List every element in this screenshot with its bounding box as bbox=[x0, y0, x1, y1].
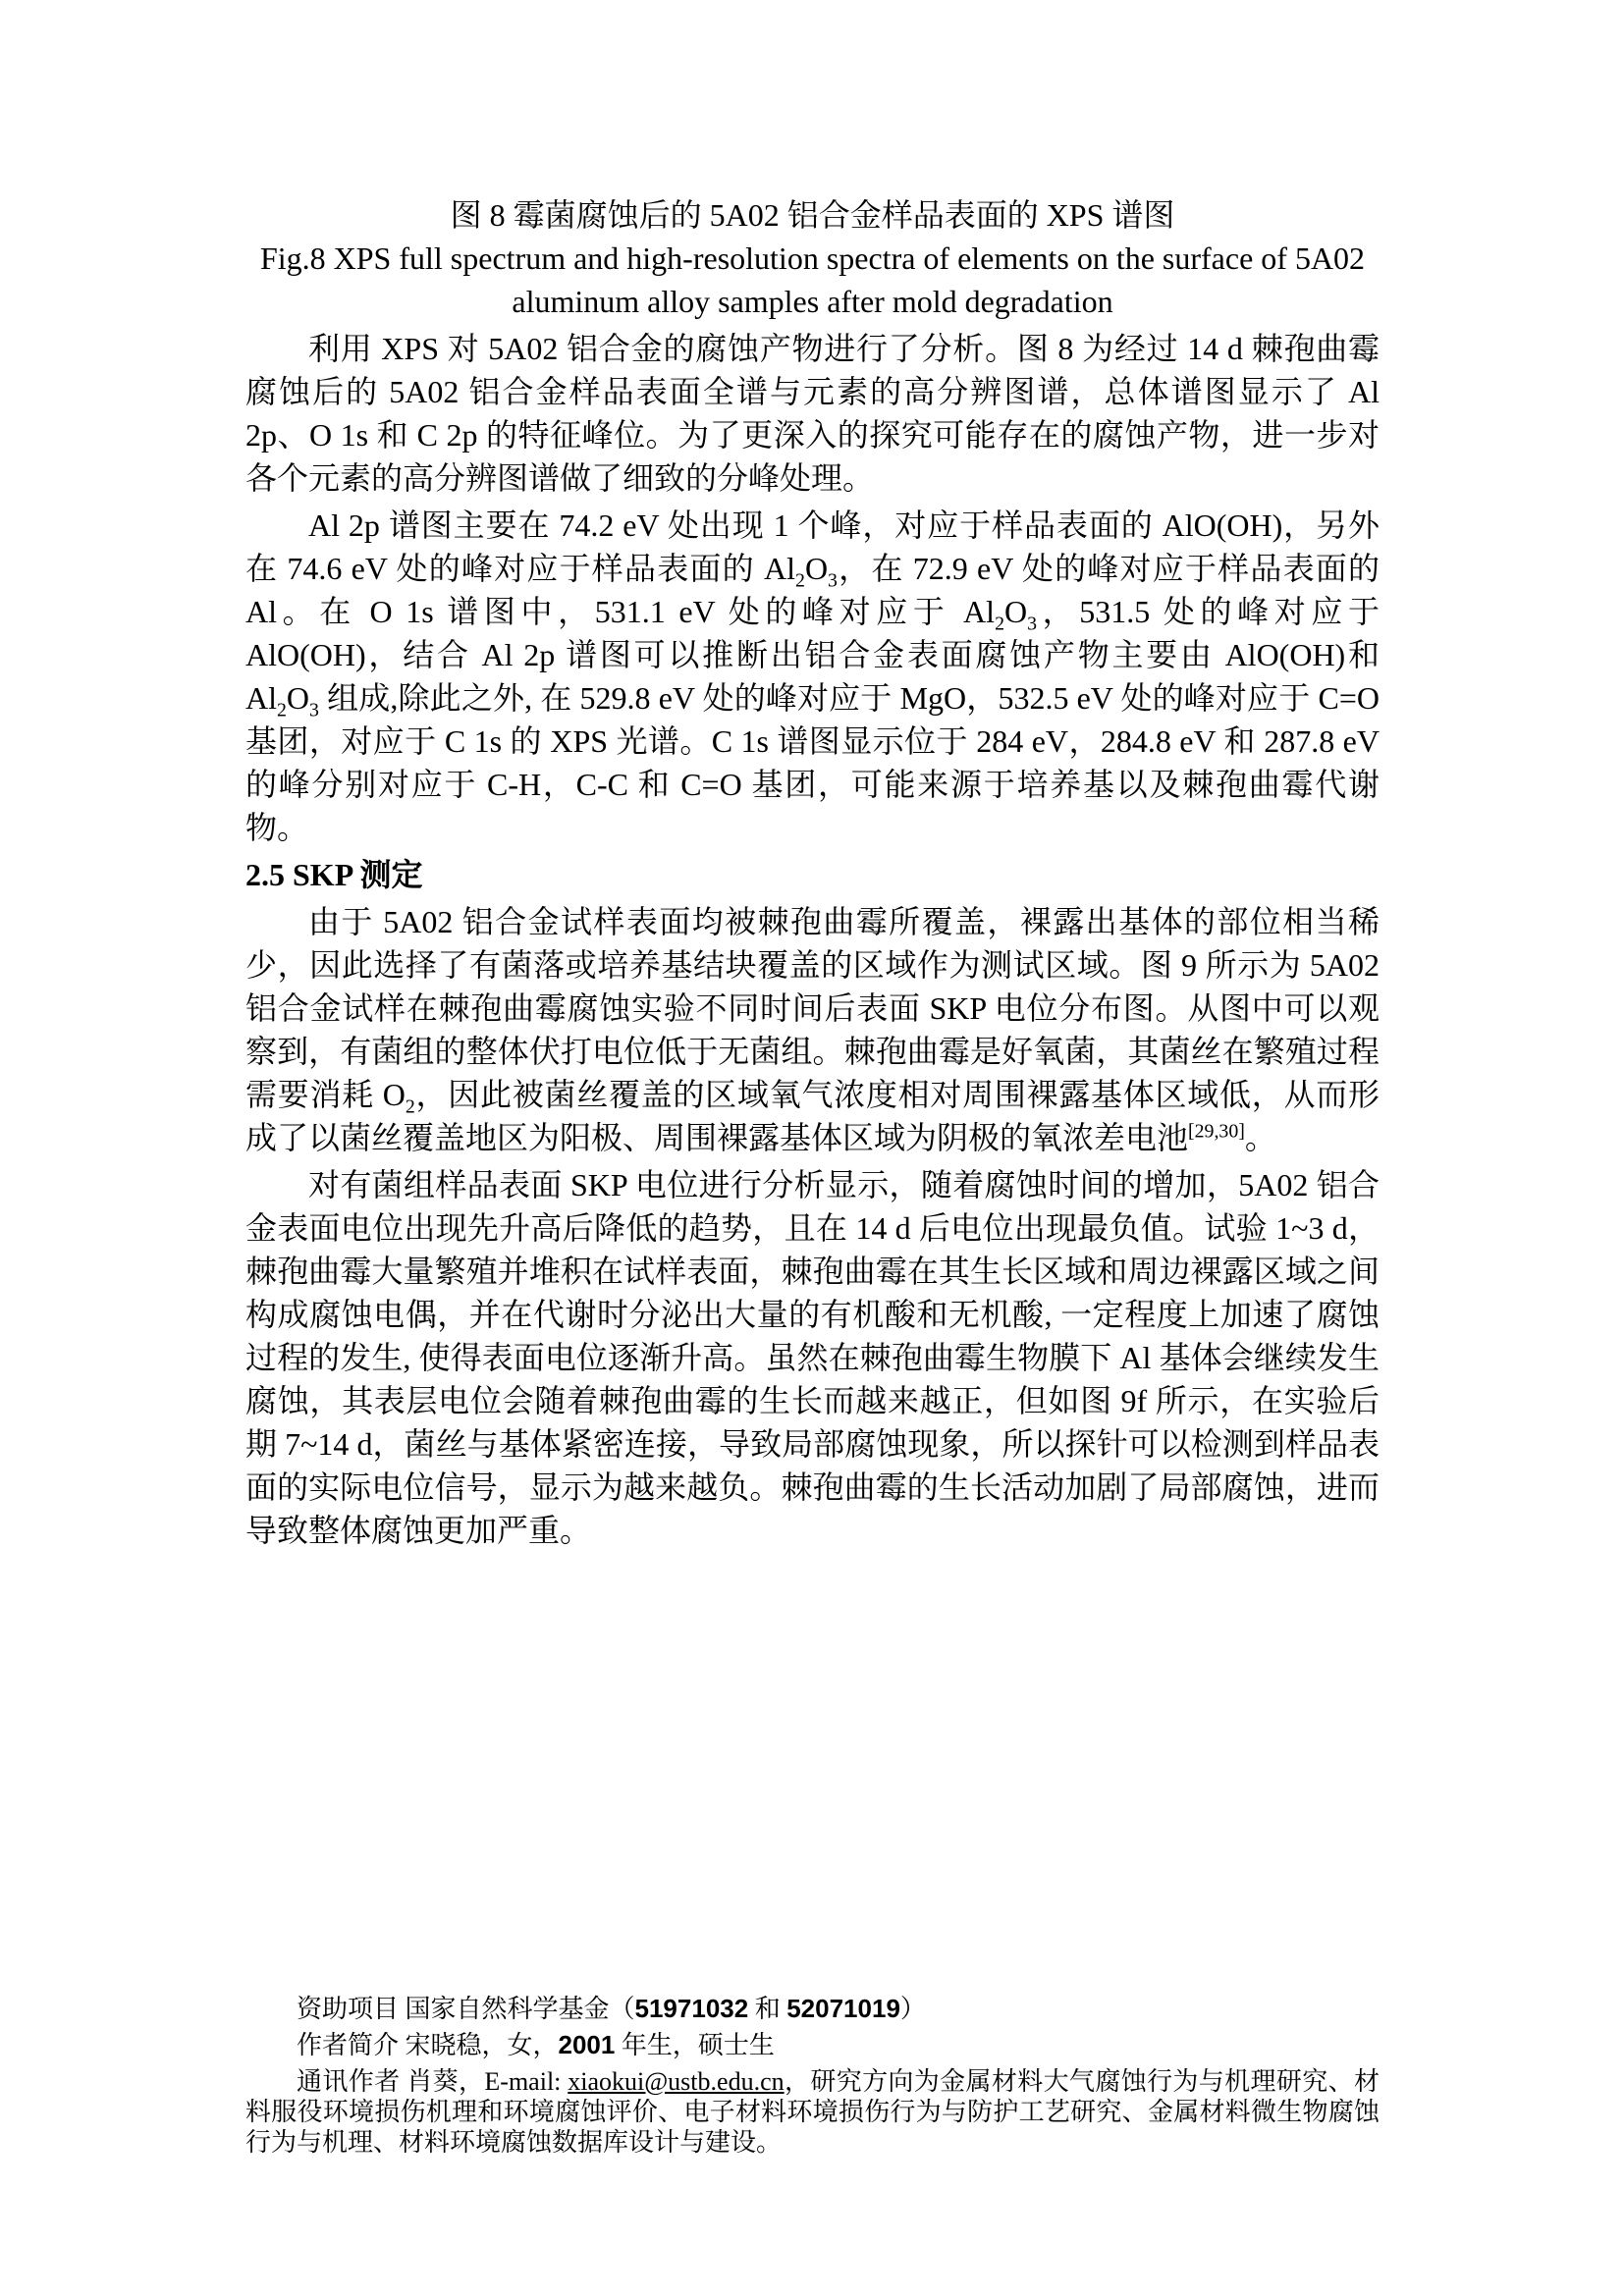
footnote-author-bio: 作者简介 宋晓稳，女，2001 年生，硕士生 bbox=[297, 2030, 775, 2059]
section-heading-skp: 2.5 SKP 测定 bbox=[245, 857, 423, 892]
footnote-funding: 资助项目 国家自然科学基金（51971032 和 52071019） bbox=[297, 1994, 926, 2023]
paragraph-skp-potential-analysis: 对有菌组样品表面 SKP 电位进行分析显示，随着腐蚀时间的增加，5A02 铝合金表面电位出现先升高后降低的趋势，且在 14 d 后电位出现最负值。试验 1~3 d，棘孢曲霉大量繁殖并堆积在试样表面，棘孢曲霉在其生长区域和周边裸露区域之间构成腐蚀电偶，并在代谢时分泌出大量的有机酸和无机酸, 一定程度上加速了腐蚀过程的发生, 使得表面电位逐渐升高。虽然在棘孢曲霉生物膜下 Al 基体会继续发生腐蚀，其表层电位会随着棘孢曲霉的生长而越来越正，但如图 9f 所示，在实验后期 7~14 d，菌丝与基体紧密连接，导致局部腐蚀现象，所以探针可以检测到样品表面的实际电位信号，显示为越来越负。棘孢曲霉的生长活动加剧了局部腐蚀，进而导致整体腐蚀更加严重。 bbox=[245, 1167, 1380, 1548]
paragraph-skp-test-region: 由于 5A02 铝合金试样表面均被棘孢曲霉所覆盖，裸露出基体的部位相当稀少，因此选择了有菌落或培养基结块覆盖的区域作为测试区域。图 9 所示为 5A02 铝合金试样在棘孢曲霉腐蚀实验不同时间后表面 SKP 电位分布图。从图中可以观察到，有菌组的整体伏打电位低于无菌组。棘孢曲霉是好氧菌，其菌丝在繁殖过程需要消耗 $O_2$，因此被菌丝覆盖的区域氧气浓度相对周围裸露基体区域低，从而形成了以菌丝覆盖地区为阳极、周围裸露基体区域为阴极的氧浓差电池[29,30]。 bbox=[245, 904, 1380, 1155]
figure8-caption-zh: 图 8 霉菌腐蚀后的 5A02 铝合金样品表面的 XPS 谱图 bbox=[450, 197, 1175, 233]
figure8-caption-en-line2: aluminum alloy samples after mold degradation bbox=[512, 284, 1113, 319]
figure8-caption-en-line1: Fig.8 XPS full spectrum and high-resolution spectra of elements on the surface of 5A02 bbox=[259, 240, 1366, 276]
footnotes-block bbox=[245, 1994, 1380, 2163]
figure8-caption bbox=[245, 193, 1380, 323]
footnote-corresponding-author: 通讯作者 肖葵，E-mail: xiaokui@ustb.edu.cn，研究方向为金属材料大气腐蚀行为与机理研究、材料服役环境损伤机理和环境腐蚀评价、电子材料环境损伤行为与防护工艺研究、金属材料微生物腐蚀行为与机理、材料环境腐蚀数据库设计与建设。 bbox=[245, 2067, 1380, 2157]
paragraph-xps-analysis: 利用 XPS 对 5A02 铝合金的腐蚀产物进行了分析。图 8 为经过 14 d 棘孢曲霉腐蚀后的 5A02 铝合金样品表面全谱与元素的高分辨图谱，总体谱图显示了 Al 2p、O 1s 和 C 2p 的特征峰位。为了更深入的探究可能存在的腐蚀产物，进一步对各个元素的高分辨图谱做了细致的分峰处理。 bbox=[245, 331, 1380, 496]
page-content bbox=[245, 193, 1380, 1552]
email-link[interactable]: xiaokui@ustb.edu.cn bbox=[568, 2067, 785, 2096]
paragraph-peak-fitting: Al 2p 谱图主要在 74.2 eV 处出现 1 个峰，对应于样品表面的 AlO(OH)，另外在 74.6 eV 处的峰对应于样品表面的 $Al_2O_3$，在 72.9 eV 处的峰对应于样品表面的 Al。在 O 1s 谱图中，531.1 eV 处的峰对应于 $Al_2O_3$，531.5 处的峰对应于 AlO(OH)，结合 Al 2p 谱图可以推断出铝合金表面腐蚀产物主要由 AlO(OH)和 $Al_2O_3$ 组成,除此之外, 在 529.8 eV 处的峰对应于 MgO，532.5 eV 处的峰对应于 C=O 基团，对应于 C 1s 的 XPS 光谱。C 1s 谱图显示位于 284 eV，284.8 eV 和 287.8 eV 的峰分别对应于 C-H，C-C 和 C=O 基团，可能来源于培养基以及棘孢曲霉代谢物。 bbox=[245, 507, 1380, 845]
